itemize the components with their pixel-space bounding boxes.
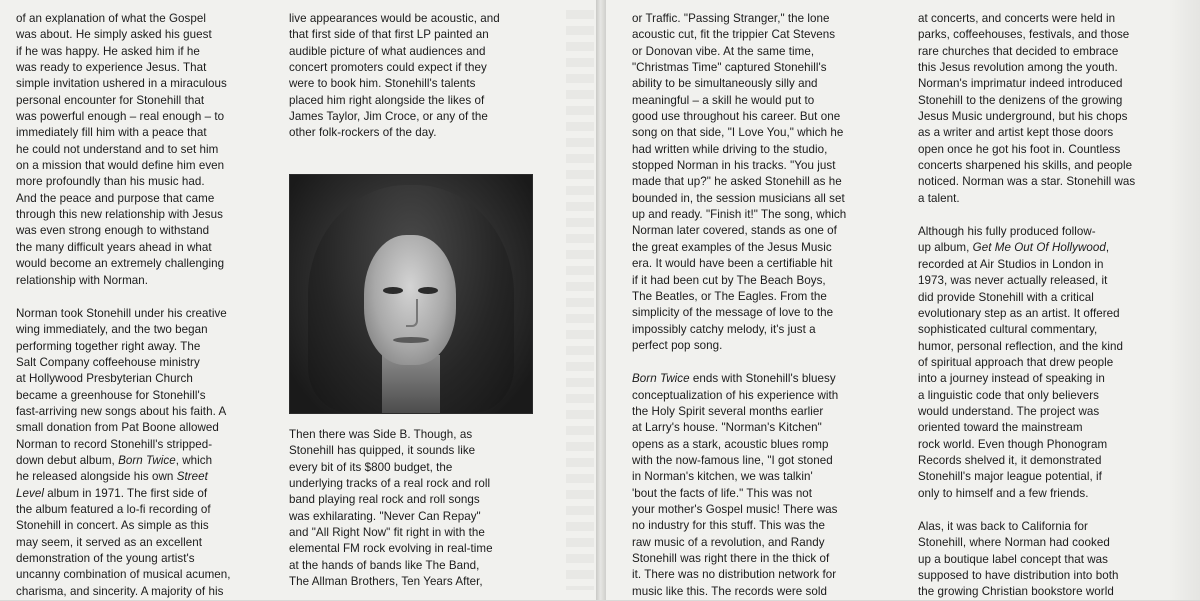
page-edge-shadow — [1168, 0, 1200, 600]
column-2-bottom — [289, 427, 561, 590]
paragraph: or Traffic. "Passing Stranger," the lone acoustic cut, fit the trippier Cat Stevens or Donovan vibe. At the same time, "Christmas Time" captured Stonehill's ability to be simultaneously silly and meaningful – a skill he would put to good use throughout his career. But one song on that side, "I Love You," which he had written while driving to the studio, stopped Norman in his tracks. "You just made that up?" he asked Stonehill as he bounded in, the session musicians all set up and ready. "Finish it!" The song, which Norman later covered, stands as one of the great examples of the Jesus Music era. It would have been a certifiable hit if it had been cut by The Beach Boys, The Beatles, or The Eagles. From the simplicity of the message of love to the impossibly catchy melody, it's just a perfect pop song. — [632, 12, 847, 352]
album-title: Born Twice — [632, 372, 690, 386]
portrait-photo — [289, 174, 533, 414]
column-1 — [16, 11, 278, 600]
right-page — [606, 0, 1200, 600]
paragraph — [16, 306, 278, 600]
left-page — [0, 0, 596, 600]
photo-eye — [418, 287, 438, 294]
text-run: Although his fully produced follow- up album, — [918, 225, 1096, 255]
paragraph — [632, 371, 882, 600]
paragraph: Alas, it was back to California for Stonehill, where Norman had cooked up a boutique label concept that was supposed to have distribution into both the growing Christian bookstore world — [918, 519, 1119, 599]
show-through-text — [566, 10, 594, 590]
book-gutter — [596, 0, 606, 600]
paragraph: of an explanation of what the Gospel was about. He simply asked his guest if he was happy. He asked him if he was ready to experience Jesus. That simple invitation ushered in a miraculous personal encounter for Stonehill that was powerful enough – real enough – to immediately fill him with a peace that he could not understand and to set him on a mission that would define him even more profoundly than his music had. And the peace and purpose that came through this new relationship with Jesus was even strong enough to withstand the many difficult years ahead in what would become an extremely challenging relationship with Norman. — [16, 12, 227, 287]
column-4 — [918, 11, 1174, 601]
paragraph — [918, 224, 1174, 502]
photo-eye — [383, 287, 403, 294]
text-run: , which he released alongside his own — [16, 453, 213, 484]
text-run: , recorded at Air Studios in London in 1973, was never actually released, it did provide Stonehill with a critical evolutionary step as an artist. It offered sophisticated cultural commentary, humor, personal reflection, and the kind of spiritual approach that drew people into a journey instead of speaking in a linguistic code that only believers would understand. The project was oriented toward the mainstream rock world. Even though Phonogram Records shelved it, it demonstrated Stonehill's major league potential, if only to himself and a few friends. — [918, 241, 1124, 500]
photo-nose — [406, 299, 418, 327]
paragraph: Then there was Side B. Though, as Stonehill has quipped, it sounds like every bit of its $800 budget, the underlying tracks of a real rock and roll band playing real rock and roll songs was exhilarating. "Never Can Repay" and "All Right Now" fit right in with the elemental FM rock evolving in real-time at the hands of bands like The Band, The Allman Brothers, Ten Years After, — [289, 428, 493, 589]
column-3 — [632, 11, 882, 600]
photo-mouth — [393, 337, 429, 343]
text-run: ends with Stonehill's bluesy conceptualization of his experience with the Holy Spirit several months earlier at Larry's house. "Norman's Kitchen" opens as a stark, acoustic blues romp with the now-famous line, "I got stoned in Norman's kitchen, we was talkin' 'bout the facts of life." This was not your mother's Gospel music! There was no industry for this stuff. This was the raw music of a revolution, and Randy Stonehill was right there in the thick of it. There was no distribution network for music like this. The records were sold — [632, 372, 839, 598]
paragraph: at concerts, and concerts were held in parks, coffeehouses, festivals, and those rare churches that decided to embrace this Jesus revolution among the youth. Norman's imprimatur indeed introduced Stonehill to the denizens of the growing Jesus Music underground, but his chops as a writer and artist kept those doors open once he got his foot in. Countless concerts sharpened his skills, and people noticed. Norman was a star. Stonehill was a talent. — [918, 12, 1136, 205]
album-title: Get Me Out Of Hollywood — [972, 241, 1106, 255]
album-title: Born Twice — [118, 453, 176, 467]
column-2-top — [289, 11, 561, 142]
album-title: Street Level — [16, 470, 208, 500]
paragraph: live appearances would be acoustic, and that first side of that first LP painted an audible picture of what audiences and concert promoters could expect if they were to book him. Stonehill's talents placed him right alongside the likes of James Taylor, Jim Croce, or any of the other folk-rockers of the day. — [289, 12, 500, 140]
text-run: album in 1971. The first side of the album featured a lo-fi recording of Stonehill in concert. As simple as this may seem, it served as an excellent demonstration of the young artist's uncanny combination of musical acumen, charisma, and sincerity. A majority of his — [16, 486, 231, 598]
text-run: Norman took Stonehill under his creative wing immediately, and the two began performing together right away. The Salt Company coffeehouse ministry at Hollywood Presbyterian Church became a greenhouse for Stonehill's fast-arriving new songs about his faith. A small donation from Pat Boone allowed Norman to record Stonehill's stripped- down debut album, — [16, 306, 227, 467]
